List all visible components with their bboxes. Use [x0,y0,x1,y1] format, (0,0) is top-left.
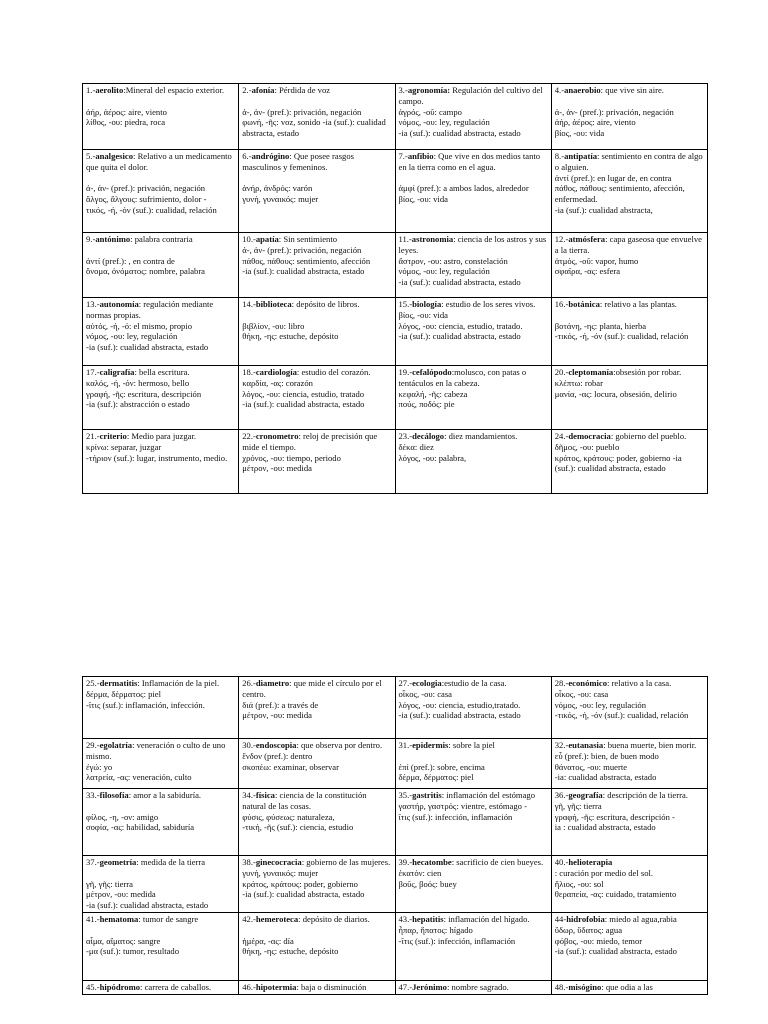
entry-definition [86,85,235,96]
entry-definition [399,234,548,256]
entry-cell [395,980,551,994]
entry-number: 34.- [242,790,256,800]
entry-etymology: ἀγρός, -οῦ: campo νόμος, -ου: ley, regulación -ia (suf.): cualidad abstracta, estado [398,106,521,139]
entry-number: 15.- [398,299,413,309]
entry-definition [86,431,235,442]
entry-meaning: : veneración o culto de uno mismo. [86,740,226,761]
entry-cell [395,84,551,150]
entry-cell [239,789,395,856]
entry-meaning: : capa gaseosa que envuelve a la tierra. [554,234,702,255]
entry-number: 32.- [554,740,569,750]
entry-cell [239,84,395,150]
entry-term: apatía [255,234,279,244]
entry-cell [395,430,551,494]
entry-definition [555,85,704,96]
entry-number: 38.- [242,857,256,867]
entry-etymology: κρίνω: separar, juzgar -τήριον (suf.): lugar, instrumento, medio. [86,441,228,463]
table-row [83,298,708,366]
entry-meaning: : Pérdida de voz [274,85,331,95]
entry-number: 11.- [398,234,412,244]
entry-definition [399,678,548,689]
entry-definition [86,151,235,173]
entry-etymology: κλέπτω: robar μανία, -ας: locura, obsesión, delirio [554,377,677,399]
entry-term: dermatitis [99,678,138,688]
entry-cell [551,298,707,366]
entry-term: ginecocracia [255,857,302,867]
entry-term: física [255,790,275,800]
table-row [83,912,708,980]
entry-definition [242,857,391,868]
entry-meaning: : bella escritura. [134,367,190,377]
entry-definition [555,367,704,378]
entry-meaning: : que odia a las [601,981,653,992]
entry-etymology: αὐτός, -ή, -ό: el mismo, propio νόμος, -ου: ley, regulación -ia (suf.): cualidad abstracta, estado [86,320,209,353]
entry-cell [239,677,395,739]
entry-cell [83,298,239,366]
entry-etymology: φίλος, -η, -ον: amigo σοφία, -ας: habilidad, sabiduría [86,811,195,833]
table-row [83,233,708,298]
entry-term: botánica [568,299,600,309]
entry-number: 14.- [242,299,256,309]
entry-number: 22.- [242,431,256,441]
entry-number: 18.- [242,367,256,377]
entry-number: 5.- [86,151,96,161]
entry-etymology: χρόνος, -ου: tiempo, periodo μέτρον, -ου: medida [242,452,341,474]
entry-term: decálogo [412,431,445,441]
entry-cell [239,980,395,994]
entry-definition [399,982,548,993]
entry-etymology: ἄστρον, -ου: astro, constelación νόμος, -ου: ley, regulación -ia (suf.): cualidad abstracta, estado [398,255,521,288]
entry-etymology: γυνή, γυναικός: mujer κράτος, κράτους: poder, gobierno -ia (suf.): cualidad abstracta, estado [242,867,365,900]
entry-cell [551,912,707,980]
entry-etymology: ὕδωρ, ὕδατος: agua φόβος, -ου: miedo, temor -ia (suf.): cualidad abstracta, estado [554,924,677,957]
entry-cell [83,430,239,494]
entry-term: cronometro [255,431,299,441]
entry-term: aerolito [95,85,124,95]
entry-etymology: ἔνδον (pref.): dentro σκοπέω: examinar, observar [242,750,339,772]
entry-term: analgesico [95,151,134,161]
entry-meaning: Regulación del cultivo del campo. [398,85,543,106]
entry-number: 25.- [86,678,100,688]
entry-cell [395,677,551,739]
entry-etymology: γῆ, γῆς: tierra γραφή, -ῆς: escritura, descripción - ia : cualidad abstracta, estado [554,800,675,833]
entry-meaning: : diez mandamientos. [444,431,518,441]
entry-etymology: βιβλίον, -ου: libro θήκη, -ης: estuche, depósito [242,320,339,342]
entry-number: 17.- [86,367,100,377]
entry-meaning: : descripción de la tierra. [602,790,688,800]
entry-etymology: καλός, -ή, -όν: hermoso, bello γραφή, -ῆς: escritura, descripción -ia (suf.): abstracción o estado [86,377,202,410]
entry-definition [242,151,391,173]
entry-meaning: :Mineral del espacio exterior. [123,85,225,95]
entry-definition [399,857,548,868]
entry-term: hipódromo [99,981,141,992]
entry-term: hecatombe [412,857,452,867]
table-row [83,84,708,150]
entry-term: económico [568,678,608,688]
entry-number: 4.- [554,85,565,95]
table-row [83,677,708,739]
entry-term: andrógino [251,151,290,161]
entry-meaning: : Medio para juzgar. [126,431,197,441]
table-row [83,430,708,494]
entry-term: biología [412,299,442,309]
entry-definition [555,857,704,879]
entry-definition [555,234,704,256]
entry-cell [83,912,239,980]
entry-cell [551,677,707,739]
entry-number: 24.- [554,431,569,441]
entry-number: 39.- [398,857,413,867]
vocabulary-table-1 [82,83,708,494]
entry-definition [242,982,391,993]
entry-term: antipatía [564,151,598,161]
entry-etymology: ἀτμός, -οῦ: vapor, humo σφαῖρα, -ας: esfera [554,255,639,277]
entry-number: 30.- [242,740,256,750]
entry-definition [399,85,548,107]
entry-meaning: : palabra contraria [130,234,193,244]
entry-meaning: : estudio de los seres vivos. [441,299,536,309]
entry-number: 6.- [242,151,252,161]
entry-meaning: : Relativo a un medicamento que quita el dolor. [86,151,232,172]
entry-meaning: : ciencia de la constitución natural de las cosas. [242,790,367,811]
entry-definition [86,982,235,993]
entry-number: 21.- [86,431,100,441]
entry-number: 45.- [86,981,100,992]
entry-number: 23.- [398,431,413,441]
entry-number: 12.- [554,234,569,244]
entry-cell [395,366,551,430]
vocabulary-table-2 [82,676,708,995]
entry-definition [86,857,235,868]
entry-term: geometría [99,857,137,867]
entry-number: 1.- [86,85,96,95]
entry-cell [239,739,395,789]
entry-cell [83,980,239,994]
entry-meaning: : inflamación del hígado. [443,913,530,924]
entry-number: 28.- [554,678,569,688]
entry-etymology: αἷμα, αἵματος: sangre -μα (suf.): tumor, resultado [86,935,180,957]
entry-definition [242,85,391,96]
entry-cell [83,739,239,789]
entry-number: 19.- [398,367,413,377]
entry-cell [551,739,707,789]
entry-definition [399,740,548,751]
entry-etymology: ἡμέρα, -ας: día θήκη, -ης: estuche, depósito [242,935,339,957]
entry-cell [395,856,551,913]
entry-definition [86,740,235,762]
entry-definition [242,740,391,751]
entry-cell [83,233,239,298]
entry-meaning: : carrera de caballos. [140,981,212,992]
entry-etymology: ἥλιος, -ου: sol θεραπεία, -ας: cuidado, tratamiento [554,878,677,900]
entry-definition [399,431,548,442]
entry-cell [239,430,395,494]
entry-cell [551,789,707,856]
entry-meaning: : buena muerte, bien morir. [603,740,697,750]
entry-etymology: ἀ-, ἀν- (pref.): privación, negación ἀήρ, ἀέρος: aire, viento βίος, -ου: vida [554,106,674,139]
entry-term: diametro [255,678,290,688]
entry-term: caligrafía [99,367,135,377]
entry-term: democracia [568,431,611,441]
entry-cell [239,856,395,913]
entry-meaning: : amor a la sabiduría. [128,790,202,800]
entry-cell [239,298,395,366]
table-row [83,856,708,913]
entry-number: 8.- [554,151,565,161]
entry-cell [551,233,707,298]
entry-definition [555,740,704,751]
entry-term: afonía [251,85,275,95]
entry-meaning: : Inflamación de la piel. [137,678,220,688]
entry-definition [86,678,235,689]
entry-meaning: :obsesión por robar. [613,367,682,377]
entry-etymology: βίος, -ου: vida λόγος, -ου: ciencia, estudio, tratado. -ia (suf.): cualidad abstracta, estado [398,309,523,342]
entry-term: biblioteca [255,299,292,309]
entry-meaning: : Que vive en dos medios tanto en la tierra como en el agua. [398,151,541,172]
entry-meaning: : Sin sentimiento [278,234,338,244]
entry-meaning: : regulación mediante normas propias. [86,299,214,320]
table-row [83,789,708,856]
entry-meaning: : sentimiento en contra de algo o alguien. [554,151,703,172]
entry-term: atmósfera [568,234,606,244]
entry-number: 20.- [554,367,569,377]
entry-etymology: οἶκος, -ου: casa νόμος, -ου: ley, regulación -τικός, -ή, -όν (suf.): cualidad, relación [554,688,689,721]
entry-term: anaerobio [564,85,601,95]
entry-etymology: οἶκος, -ου: casa λόγος, -ου: ciencia, estudio,tratado. -ia (suf.): cualidad abstracta, estado [398,688,521,721]
entry-meaning: : tumor de sangre [138,913,199,924]
entry-definition [86,367,235,378]
entry-term: hipotermia [255,981,297,992]
entry-definition [555,431,704,442]
entry-term: filosofía [99,790,129,800]
entry-definition [86,299,235,321]
entry-cell [239,366,395,430]
entry-etymology: δῆμος, -ου: pueblo κράτος, κράτους: poder, gobierno -ia (suf.): cualidad abstracta, estado [554,441,682,474]
entry-cell [395,298,551,366]
entry-etymology: γῆ, γῆς: tierra μέτρον, -ου: medida -ia (suf.): cualidad abstracta, estado [86,878,209,911]
entry-number: 46.- [242,981,256,992]
table-row [83,739,708,789]
entry-meaning: : nombre sagrado. [446,981,509,992]
entry-number: 2.- [242,85,252,95]
entry-meaning: : Que posee rasgos masculinos y femeninos. [242,151,354,172]
entry-number: 42.- [242,913,256,924]
entry-meaning: : depósito de diarios. [298,913,370,924]
entry-etymology: δέκα: diez λόγος, -ου: palabra, [398,441,467,463]
entry-term: cardiología [255,367,297,377]
entry-term: hepatitis [412,913,444,924]
entry-number: 26.- [242,678,256,688]
entry-definition [242,914,391,925]
entry-cell [83,84,239,150]
entry-number: 41.- [86,913,100,924]
entry-etymology: ἀνήρ, ἀνδρός: varón γυνή, γυναικός: mujer [242,183,319,205]
entry-meaning: : depósito de libros. [291,299,360,309]
entry-meaning: : miedo al agua,rabia [604,913,677,924]
entry-definition [399,914,548,925]
entry-definition [555,982,704,993]
entry-definition [555,151,704,173]
entry-cell [551,980,707,994]
entry-number: 37.- [86,857,100,867]
entry-etymology: ἐπί (pref.): sobre, encima δέρμα, δέρματος: piel [398,761,485,783]
entry-cell [83,789,239,856]
entry-term: hematoma [99,913,139,924]
entry-meaning: : medida de la tierra [136,857,206,867]
entry-definition [242,367,391,378]
entry-etymology: καρδία, -ας: corazón λόγος, -ου: ciencia, estudio, tratado -ia (suf.): cualidad abstracta, estado [242,377,365,410]
entry-definition [399,790,548,801]
entry-number: 3.- [398,85,408,95]
entry-etymology: εὖ (pref.): bien, de buen modo θάνατος, -ου: muerte -ia: cualidad abstracta, estado [554,750,659,783]
entry-cell [551,856,707,913]
entry-definition [399,299,548,310]
entry-definition [86,914,235,925]
entry-number: 9.- [86,234,96,244]
entry-definition [399,367,548,389]
entry-etymology: δέρμα, δέρματος: piel -ῖτις (suf.): inflamación, infección. [86,688,205,710]
table-row [83,980,708,994]
entry-number: 47.- [398,981,413,992]
entry-etymology: κεφαλή, -ῆς: cabeza πούς, ποδός: pie [398,388,468,410]
entry-etymology: ἀ-, ἀν- (pref.): privación, negación φωνή, -ῆς: voz, sonido -ia (suf.): cualidad abstracta, estado [242,106,386,139]
entry-term: misógino [568,981,602,992]
entry-term: hidrofobia [566,913,605,924]
entry-etymology: φύσις, φύσεως: naturaleza, -τική, -ῆς (suf.): ciencia, estudio [242,811,354,833]
entry-definition [86,790,235,801]
entry-meaning: : reloj de precisión que mide el tiempo. [242,431,378,452]
entry-cell [395,150,551,233]
entry-term: helioterapia [568,857,613,867]
entry-cell [551,84,707,150]
entry-number: 48.- [554,981,569,992]
entry-meaning: : curación por medio del sol. [554,867,654,878]
entry-cell [239,150,395,233]
entry-number: 44- [554,913,567,924]
entry-number: 33.- [86,790,100,800]
entry-etymology: γαστήρ, γαστρός: vientre, estómago - ῖτις (suf.): infección, inflamación [398,800,527,822]
entry-meaning: : sobre la piel [448,740,495,750]
entry-meaning: : relativo a la casa. [607,678,672,688]
entry-definition [555,678,704,689]
entry-number: 7.- [398,151,408,161]
entry-term: hemeroteca [255,913,299,924]
entry-meaning: : que observa por dentro. [296,740,383,750]
entry-term: cleptomanía [568,367,614,377]
entry-term: anfibio [407,151,434,161]
entry-definition [555,299,704,310]
entry-etymology: διά (pref.): a través de μέτρον, -ου: medida [242,699,319,721]
entry-cell [83,856,239,913]
entry-etymology: ἀντί (pref.): , en contra de ὄνομα, ὀνόματος: nombre, palabra [86,255,205,277]
entry-etymology: ἀ-, ἀν- (pref.): privación, negación πάθος, πάθους: sentimiento, afección -ia (suf.): cualidad abstracta, estado [242,244,371,277]
entry-cell [395,739,551,789]
entry-etymology: ἐγώ: yo λατρεία, -ας: veneración, culto [86,761,192,783]
entry-cell [551,366,707,430]
entry-definition [242,678,391,700]
entry-cell [83,366,239,430]
entry-number: 10.- [242,234,256,244]
entry-definition [86,234,235,245]
entry-definition [242,234,391,245]
entry-meaning: : baja o disminución [296,981,367,992]
entry-number: 35.- [398,790,413,800]
entry-cell [551,150,707,233]
entry-etymology: ἀήρ, ἀέρος: aire, viento λίθος, -ου: piedra, roca [86,106,167,128]
entry-etymology: βοτάνη, -ης: planta, hierba -τικός, -ή, -όν (suf.): cualidad, relación [554,320,689,342]
table-row [83,150,708,233]
entry-cell [239,912,395,980]
entry-term: geografía [568,790,603,800]
entry-etymology: ἀντί (pref.): en lugar de, en contra πάθος, πάθους: sentimiento, afección, enfermedad. -ia (suf.): cualidad abstracta, [554,172,685,215]
entry-term: ecologia [412,678,442,688]
entry-definition [242,431,391,453]
entry-meaning: : inflamación del estómago [441,790,536,800]
entry-term: eutanasia [568,740,604,750]
entry-meaning: : gobierno del pueblo. [610,431,687,441]
entry-number: 27.- [398,678,413,688]
entry-meaning: : sacrificio de cien bueyes. [451,857,544,867]
entry-meaning: :molusco, con patas o tentáculos en la cabeza. [398,367,527,388]
entry-term: cefalópodo [412,367,452,377]
entry-etymology: ἑκατόν: cien βοῦς, βοός: buey [398,867,457,889]
entry-definition [242,790,391,812]
entry-cell [395,789,551,856]
table-row [83,366,708,430]
entry-meaning: : que vive sin aire. [600,85,664,95]
entry-cell [551,430,707,494]
entry-number: 40.- [554,857,569,867]
entry-number: 31.- [398,740,413,750]
entry-cell [395,233,551,298]
entry-etymology: ἀ-, ἀν- (pref.): privación, negación ἄλγος, ἄλγους: sufrimiento, dolor - τικός, -ή, -όν (suf.): cualidad, relación [86,183,217,215]
entry-term: endoscopia [255,740,297,750]
entry-term: criterio [99,431,127,441]
entry-meaning: : ciencia de los astros y sus leyes. [398,234,547,255]
entry-etymology: ἀμφί (pref.): a ambos lados, alrededor βίος, -ου: vida [398,183,529,205]
entry-meaning: :estudio de la casa. [441,678,507,688]
entry-number: 13.- [86,299,100,309]
entry-term: agronomía: [407,85,451,95]
entry-number: 36.- [554,790,569,800]
entry-etymology: ἧπαρ, ἥπατος: hígado -ῖτις (suf.): infección, inflamación [398,924,516,946]
entry-number: 16.- [554,299,569,309]
entry-number: 29.- [86,740,100,750]
entry-cell [239,233,395,298]
entry-number: 43.- [398,913,413,924]
entry-term: antónimo [95,234,131,244]
entry-term: autonomía [99,299,139,309]
entry-term: epidermis [412,740,449,750]
entry-cell [83,677,239,739]
entry-term: Jerónimo [412,981,447,992]
entry-meaning: : gobierno de las mujeres. [301,857,391,867]
entry-meaning: : que mide el círculo por el centro. [242,678,382,699]
entry-meaning: : estudio del corazón. [296,367,371,377]
entry-meaning: : relativo a las plantas. [599,299,677,309]
entry-definition [242,299,391,310]
entry-definition [555,790,704,801]
entry-cell [83,150,239,233]
entry-definition [555,914,704,925]
entry-term: egolatría [99,740,133,750]
entry-term: gastritis [412,790,442,800]
entry-term: astronomia [411,234,454,244]
entry-cell [395,912,551,980]
entry-definition [399,151,548,173]
